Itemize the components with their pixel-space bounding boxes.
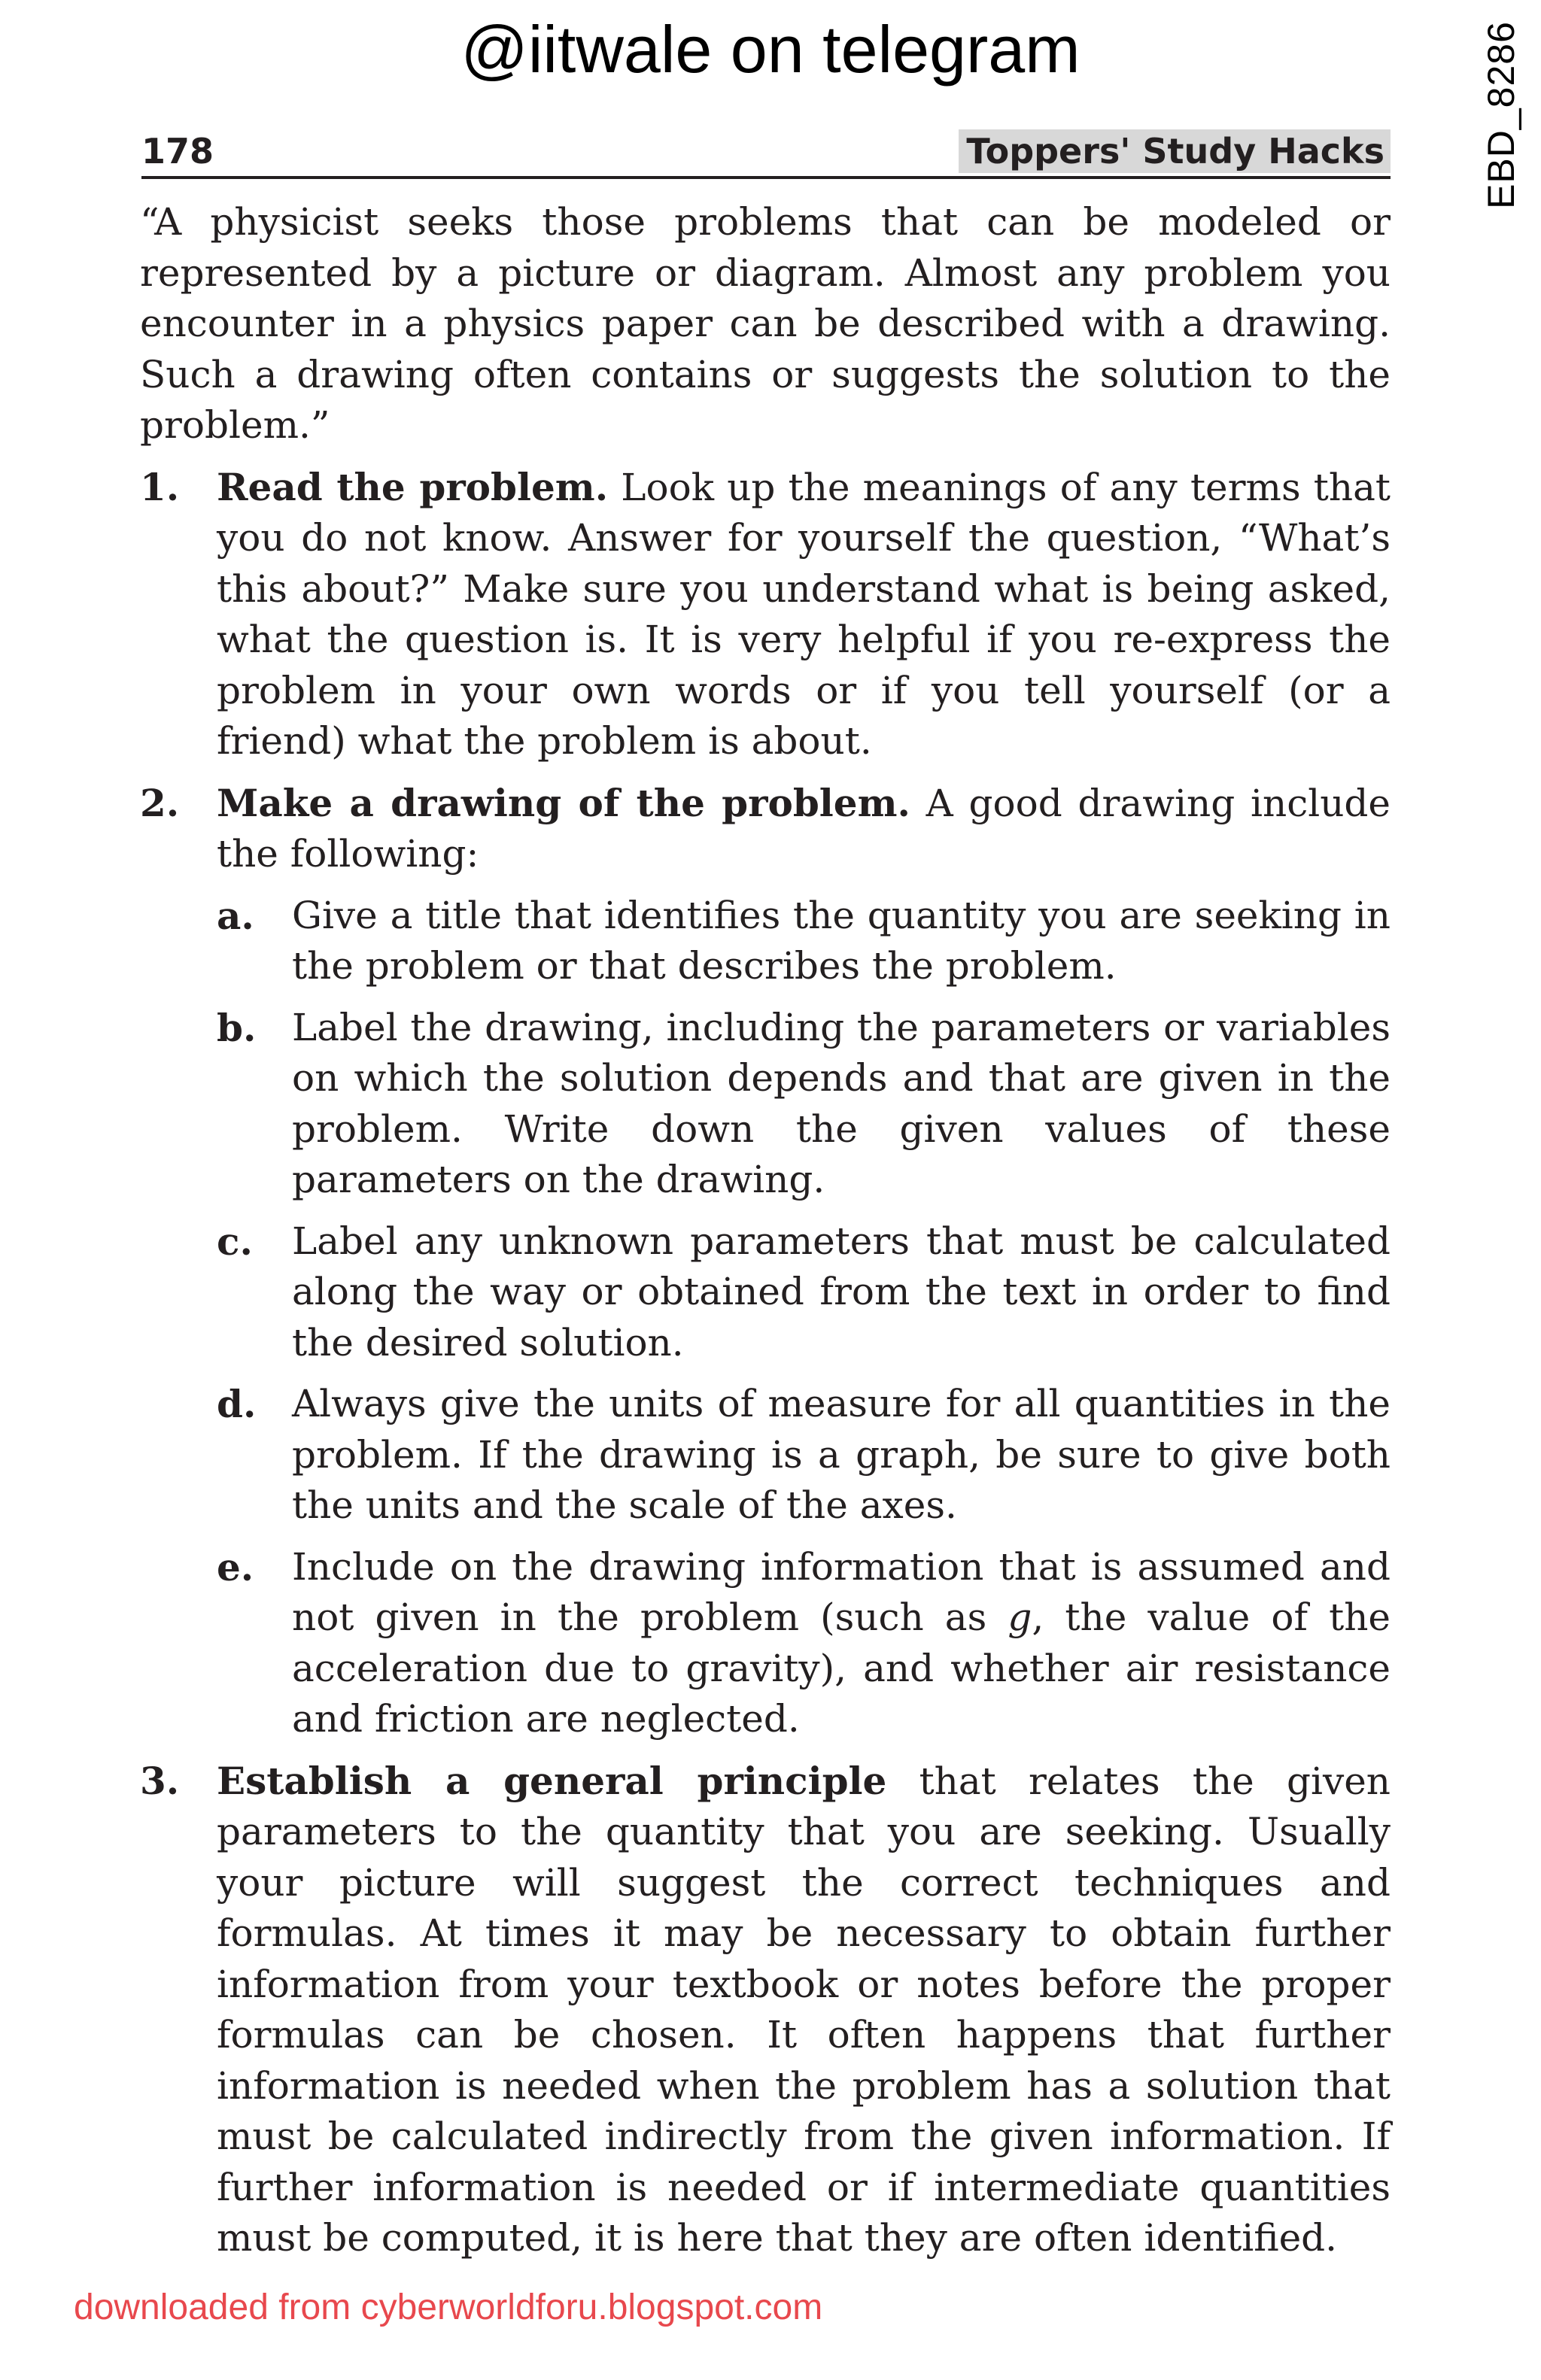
page-number: 178: [141, 131, 214, 172]
footer-watermark: downloaded from cyberworldforu.blogspot.com: [74, 2287, 823, 2327]
subitem-letter: e.: [217, 1544, 254, 1589]
telegram-watermark: @iitwale on telegram: [460, 12, 1081, 87]
subitem-c: [217, 1216, 1391, 1369]
subitem-text: Always give the units of measure for all quantities in the problem. If the drawing is a graph, be sure to give both the units and the scale of the axes.: [292, 1382, 1391, 1527]
subitem-text-after: , the value of the acceleration due to gravity), and whether air resistance and friction are neglected.: [292, 1595, 1391, 1741]
step-text: Look up the meanings of any terms that you do not know. Answer for yourself the question, “What’s this about?” Make sure you understand what is being asked, what the question is. It is very helpful if you re-express the problem in your own words or if you tell yourself (or a friend) what the problem is about.: [217, 465, 1391, 763]
subitem-text: [292, 1542, 1391, 1745]
subitem-text-before: Include on the drawing information that is assumed and not given in the problem (such as: [292, 1544, 1391, 1639]
step-1: [140, 462, 1391, 767]
step-number: 1.: [140, 464, 180, 509]
subitem-d: [217, 1379, 1391, 1532]
step-body: [217, 778, 1391, 1745]
subitem-b: [217, 1003, 1391, 1206]
subitem-text: Label any unknown parameters that must be calculated along the way or obtained from the text in order to find the desired solution.: [292, 1219, 1391, 1365]
side-code-label: [1460, 21, 1541, 209]
subitem-a: [217, 891, 1391, 992]
page-header: [141, 128, 1391, 179]
step-title: Read the problem.: [217, 464, 609, 509]
step-body: [217, 462, 1391, 767]
subitem-letter: c.: [217, 1219, 253, 1264]
side-code-text: EBD_8286: [1480, 21, 1522, 209]
subitem-letter: b.: [217, 1005, 257, 1050]
step-title: Make a drawing of the problem.: [217, 780, 910, 825]
step-text: A good drawing include the following:: [217, 781, 1391, 876]
subitem-text: Label the drawing, including the parameters or variables on which the solution depends and that are given in the problem. Write down the given values of these parameters on the drawing.: [292, 1005, 1391, 1201]
subitem-e: [217, 1542, 1391, 1745]
step-body: [217, 1756, 1391, 2264]
book-title: Toppers' Study Hacks: [959, 129, 1391, 173]
step-title: Establish a general principle: [217, 1758, 887, 1803]
step-text: that relates the given parameters to the quantity that you are seeking. Usually your picture will suggest the correct techniques and formulas. At times it may be necessary to obtain further information from your textbook or notes before the proper formulas can be chosen. It often happens that further information is needed when the problem has a solution that must be calculated indirectly from the given information. If further information is needed or if intermediate quantities must be computed, it is here that they are often identified.: [217, 1759, 1391, 2260]
step-3: [140, 1756, 1391, 2264]
page-content: [140, 197, 1391, 2264]
step-number: 3.: [140, 1758, 180, 1803]
subitem-letter: a.: [217, 893, 254, 938]
step-number: 2.: [140, 780, 180, 825]
step-2: [140, 778, 1391, 1745]
subitem-text: Give a title that identifies the quantity you are seeking in the problem or that describes the problem.: [292, 893, 1391, 988]
gravity-symbol: g: [1008, 1595, 1032, 1639]
intro-quote: “A physicist seeks those problems that can be modeled or represented by a picture or diagram. Almost any problem you encounter in a physics paper can be described with a drawing. Such a drawing often contains or suggests the solution to the problem.”: [140, 200, 1391, 447]
subitem-letter: d.: [217, 1382, 257, 1426]
